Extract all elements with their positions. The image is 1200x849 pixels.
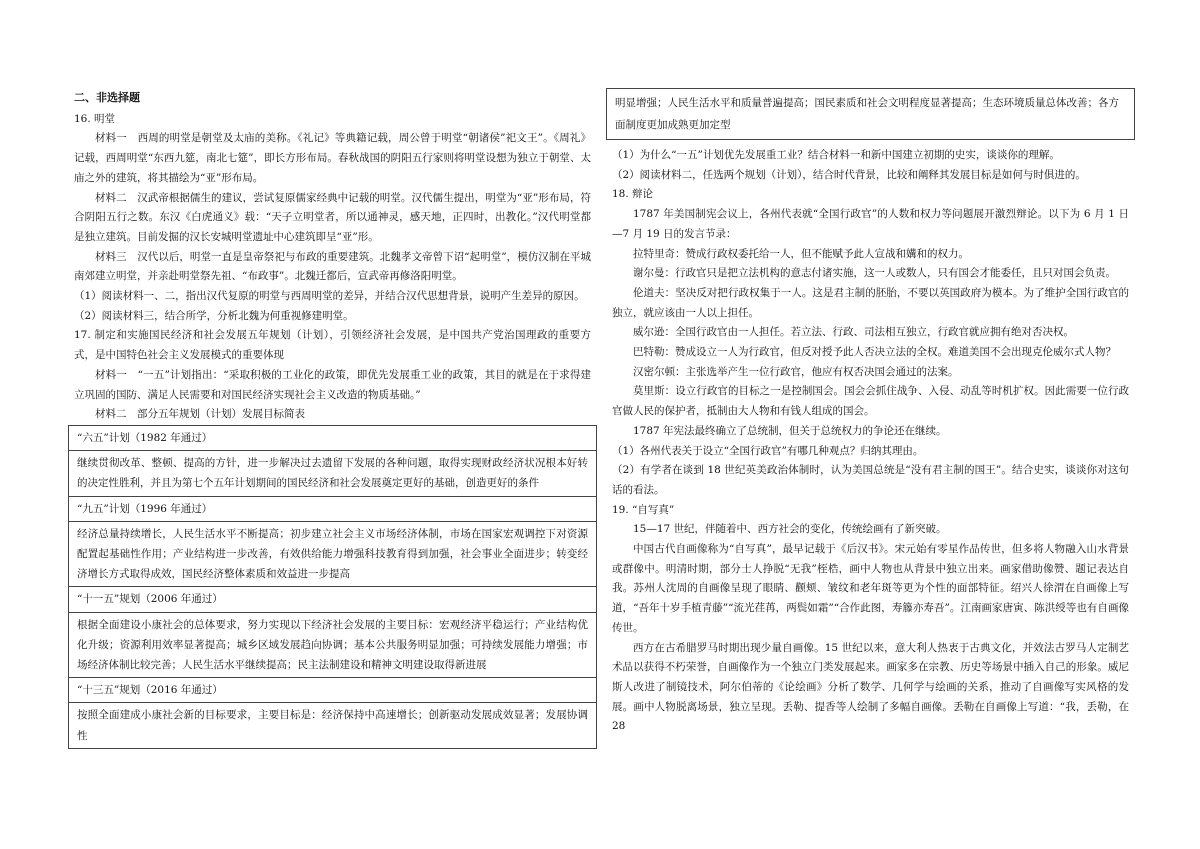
plan-row <box>68 425 597 451</box>
q17-material-2: 材料二 部分五年规划（计划）发展目标简表 <box>95 408 305 421</box>
q18-speech: 伦道夫：坚决反对把行政权集于一人。这是君主制的胚胎，不要以英国政府为模本。为了维护全国行政官的独立，就应该由一人以上担任。 <box>612 286 1129 319</box>
plan-row <box>68 703 597 748</box>
left-column <box>74 88 591 749</box>
plan-table <box>74 425 591 749</box>
plan-row <box>68 678 597 703</box>
q18-conclusion: 1787 年宪法最终确立了总统制，但关于总统权力的争论还在继续。 <box>633 424 947 437</box>
q18-speech: 莫里斯：设立行政官的目标之一是控制国会。国会会抓住战争、入侵、动乱等时机扩权。因此需要一位行政官做人民的保护者，抵制由大人物和有钱人组成的国会。 <box>612 385 1129 418</box>
q18-question-1: （1）各州代表关于设立“全国行政官”有哪几种观点？归纳其理由。 <box>612 444 924 457</box>
plan-row <box>68 497 597 522</box>
plan-body-continued: 明显增强；人民生活水平和质量普遍提高；国民素质和社会文明程度显著提高；生态环境质量总体改善；各方面制度更加成熟更加定型 <box>615 97 1119 131</box>
q16-material-2: 材料二 汉武帝根据儒生的建议，尝试复原儒家经典中记载的明堂。汉代儒生提出，明堂为“亚”形布局，符合阴阳五行之数。东汉《白虎通义》载：“天子立明堂者，所以通神灵，感天地，正四时，出教化。”汉代明堂都是独立建筑。目前发掘的汉长安城明堂遗址中心建筑即呈“亚”形。 <box>74 191 591 243</box>
plan-body: 继续贯彻改革、整顿、提高的方针，进一步解决过去遗留下发展的各种问题，取得实现财政经济状况根本好转的决定性胜利，并且为第七个五年计划期间的国民经济和社会发展奠定更好的基础，创造更好的条件 <box>77 457 588 490</box>
plan-body: 按照全面建成小康社会新的目标要求，主要目标是：经济保持中高速增长；创新驱动发展成效显著；发展协调性 <box>77 709 588 742</box>
plan-head: “九五”计划（1996 年通过） <box>77 502 213 515</box>
plan-table-continued <box>606 88 1135 140</box>
q16-material-1: 材料一 西周的明堂是朝堂及太庙的美称。《礼记》等典籍记载，周公曾于明堂“朝诸侯”祀文王”。《周礼》记载，西周明堂“东西九筵，南北七筵”，即长方形布局。春秋战国的阴阳五行家则将明堂设想为独立于朝堂、太庙之外的建筑，将其描绘为“亚”形布局。 <box>74 132 591 184</box>
plan-body: 经济总量持续增长，人民生活水平不断提高；初步建立社会主义市场经济体制，市场在国家宏观调控下对资源配置起基础性作用；产业结构进一步改善，有效供给能力增强科技教育得到加强，社会事业全面进步；转变经济增长方式取得成效，国民经济整体素质和效益进一步提高 <box>77 527 588 581</box>
q18-title: 18. 辩论 <box>612 188 654 201</box>
q16-question-2: （2）阅读材料三，结合所学，分析北魏为何重视修建明堂。 <box>74 309 354 322</box>
q16-question-1: （1）阅读材料一、二，指出汉代复原的明堂与西周明堂的差异，并结合汉代思想背景，说明产生差异的原因。 <box>74 290 585 303</box>
plan-row <box>68 613 597 679</box>
q18-speech: 威尔逊：全国行政官由一人担任。若立法、行政、司法相互独立，行政官就应拥有绝对否决权。 <box>633 326 1074 339</box>
q17-question-2: （2）阅读材料二，任选两个规划（计划），结合时代背景，比较和阐释其发展目标是如何与时俱进的。 <box>612 168 1086 181</box>
q18-speech: 巴特勒：赞成设立一人为行政官，但反对授予此人否决立法的全权。难道美国不会出现克伦威尔式人物？ <box>633 346 1116 359</box>
q18-intro: 1787 年美国制宪会议上，各州代表就“全国行政官”的人数和权力等问题展开激烈辩论。以下为 6 月 1 日—7 月 19 日的发言节录： <box>612 208 1129 240</box>
plan-head: “十一五”规划（2006 年通过） <box>77 593 223 606</box>
q17-question-1: （1）为什么“一五”计划优先发展重工业？结合材料一和新中国建立初期的史实，谈谈你的理解。 <box>612 149 1060 161</box>
plan-row <box>68 522 597 588</box>
plan-row <box>68 587 597 612</box>
q19-paragraph-1: 中国古代自画像称为“自写真”，最早记载于《后汉书》。宋元始有零星作品传世，但多将人物融入山水背景或群像中。明清时期，部分士人挣脱“无我”桎梏，画中人物也从背景中独立出来。画家借助像赞、题记表达自我。苏州人沈周的自画像呈现了眼睛、颧颊、皱纹和老年斑等更为个性的面部特征。绍兴人徐渭在自画像上写道，“吾年十岁手植青藤”“流光荏苒，两鬓如霜”“合作此图，寿籐亦寿吾”。江南画家唐寅、陈洪绶等也有自画像传世。 <box>612 543 1129 634</box>
q18-question-2: （2）有学者在谈到 18 世纪英美政治体制时，认为美国总统是“没有君主制的国王”。结合史实，谈谈你对这句话的看法。 <box>612 464 1129 496</box>
q19-paragraph-2: 西方在古希腊罗马时期出现少量自画像。15 世纪以来，意大利人热衷于古典文化，并效法古罗马人定制艺术品以获得不朽荣誉，自画像作为一个独立门类发展起来。画家多在宗教、历史等场景中插入自己的形象。威尼斯人改进了制镜技术，阿尔伯蒂的《论绘画》分析了数学、几何学与绘画的关系，推动了自画像写实风格的发展。画中人物脱离场景，独立呈现。丢勒、提香等人绘制了多幅自画像。丢勒在自画像上写道：“我，丢勒，在 28 <box>612 641 1129 733</box>
q19-intro: 15—17 世纪，伴随着中、西方社会的变化，传统绘画有了新突破。 <box>633 523 947 536</box>
q19-title: 19. “自写真” <box>612 503 675 516</box>
q17-material-1: 材料一 “一五”计划指出：“采取积极的工业化的政策，即优先发展重工业的政策，其目的就是在于求得建立巩固的国防、满足人民需要和对国民经济实现社会主义改造的物质基础。” <box>74 368 591 401</box>
plan-head: “六五”计划（1982 年通过） <box>77 431 213 444</box>
q17-title: 17. 制定和实施国民经济和社会发展五年规划（计划），引领经济社会发展，是中国共产党治国理政的重要方式，是中国特色社会主义发展模式的重要体现 <box>74 329 591 362</box>
q18-speech: 谢尔曼：行政官只是把立法机构的意志付诸实施，这一人或数人，只有国会才能委任，且只对国会负责。 <box>633 267 1116 280</box>
q18-speech: 拉特里奇：赞成行政权委托给一人，但不能赋予此人宣战和媾和的权力。 <box>633 247 969 260</box>
section-title: 二、非选择题 <box>74 91 140 104</box>
q16-title: 16. 明堂 <box>74 112 116 125</box>
plan-body: 根据全面建设小康社会的总体要求，努力实现以下经济社会发展的主要目标：宏观经济平稳运行；产业结构优化升级；资源利用效率显著提高；城乡区域发展趋向协调；基本公共服务明显加强；可持续发展能力增强；市场经济体制比较完善；人民生活水平继续提高；民主法制建设和精神文明建设取得新进展 <box>77 618 588 671</box>
q16-material-3: 材料三 汉代以后，明堂一直是皇帝祭祀与布政的重要建筑。北魏孝文帝曾下诏“起明堂”，模仿汉制在平城南郊建立明堂，并亲赴明堂祭先祖、“布政事”。北魏迁都后，宣武帝再修洛阳明堂。 <box>74 250 591 283</box>
plan-row <box>68 451 597 496</box>
q18-speech: 汉密尔顿：主张选举产生一位行政官，他应有权否决国会通过的法案。 <box>633 365 959 378</box>
right-column <box>612 88 1129 737</box>
plan-head: “十三五”规划（2016 年通过） <box>77 684 223 697</box>
